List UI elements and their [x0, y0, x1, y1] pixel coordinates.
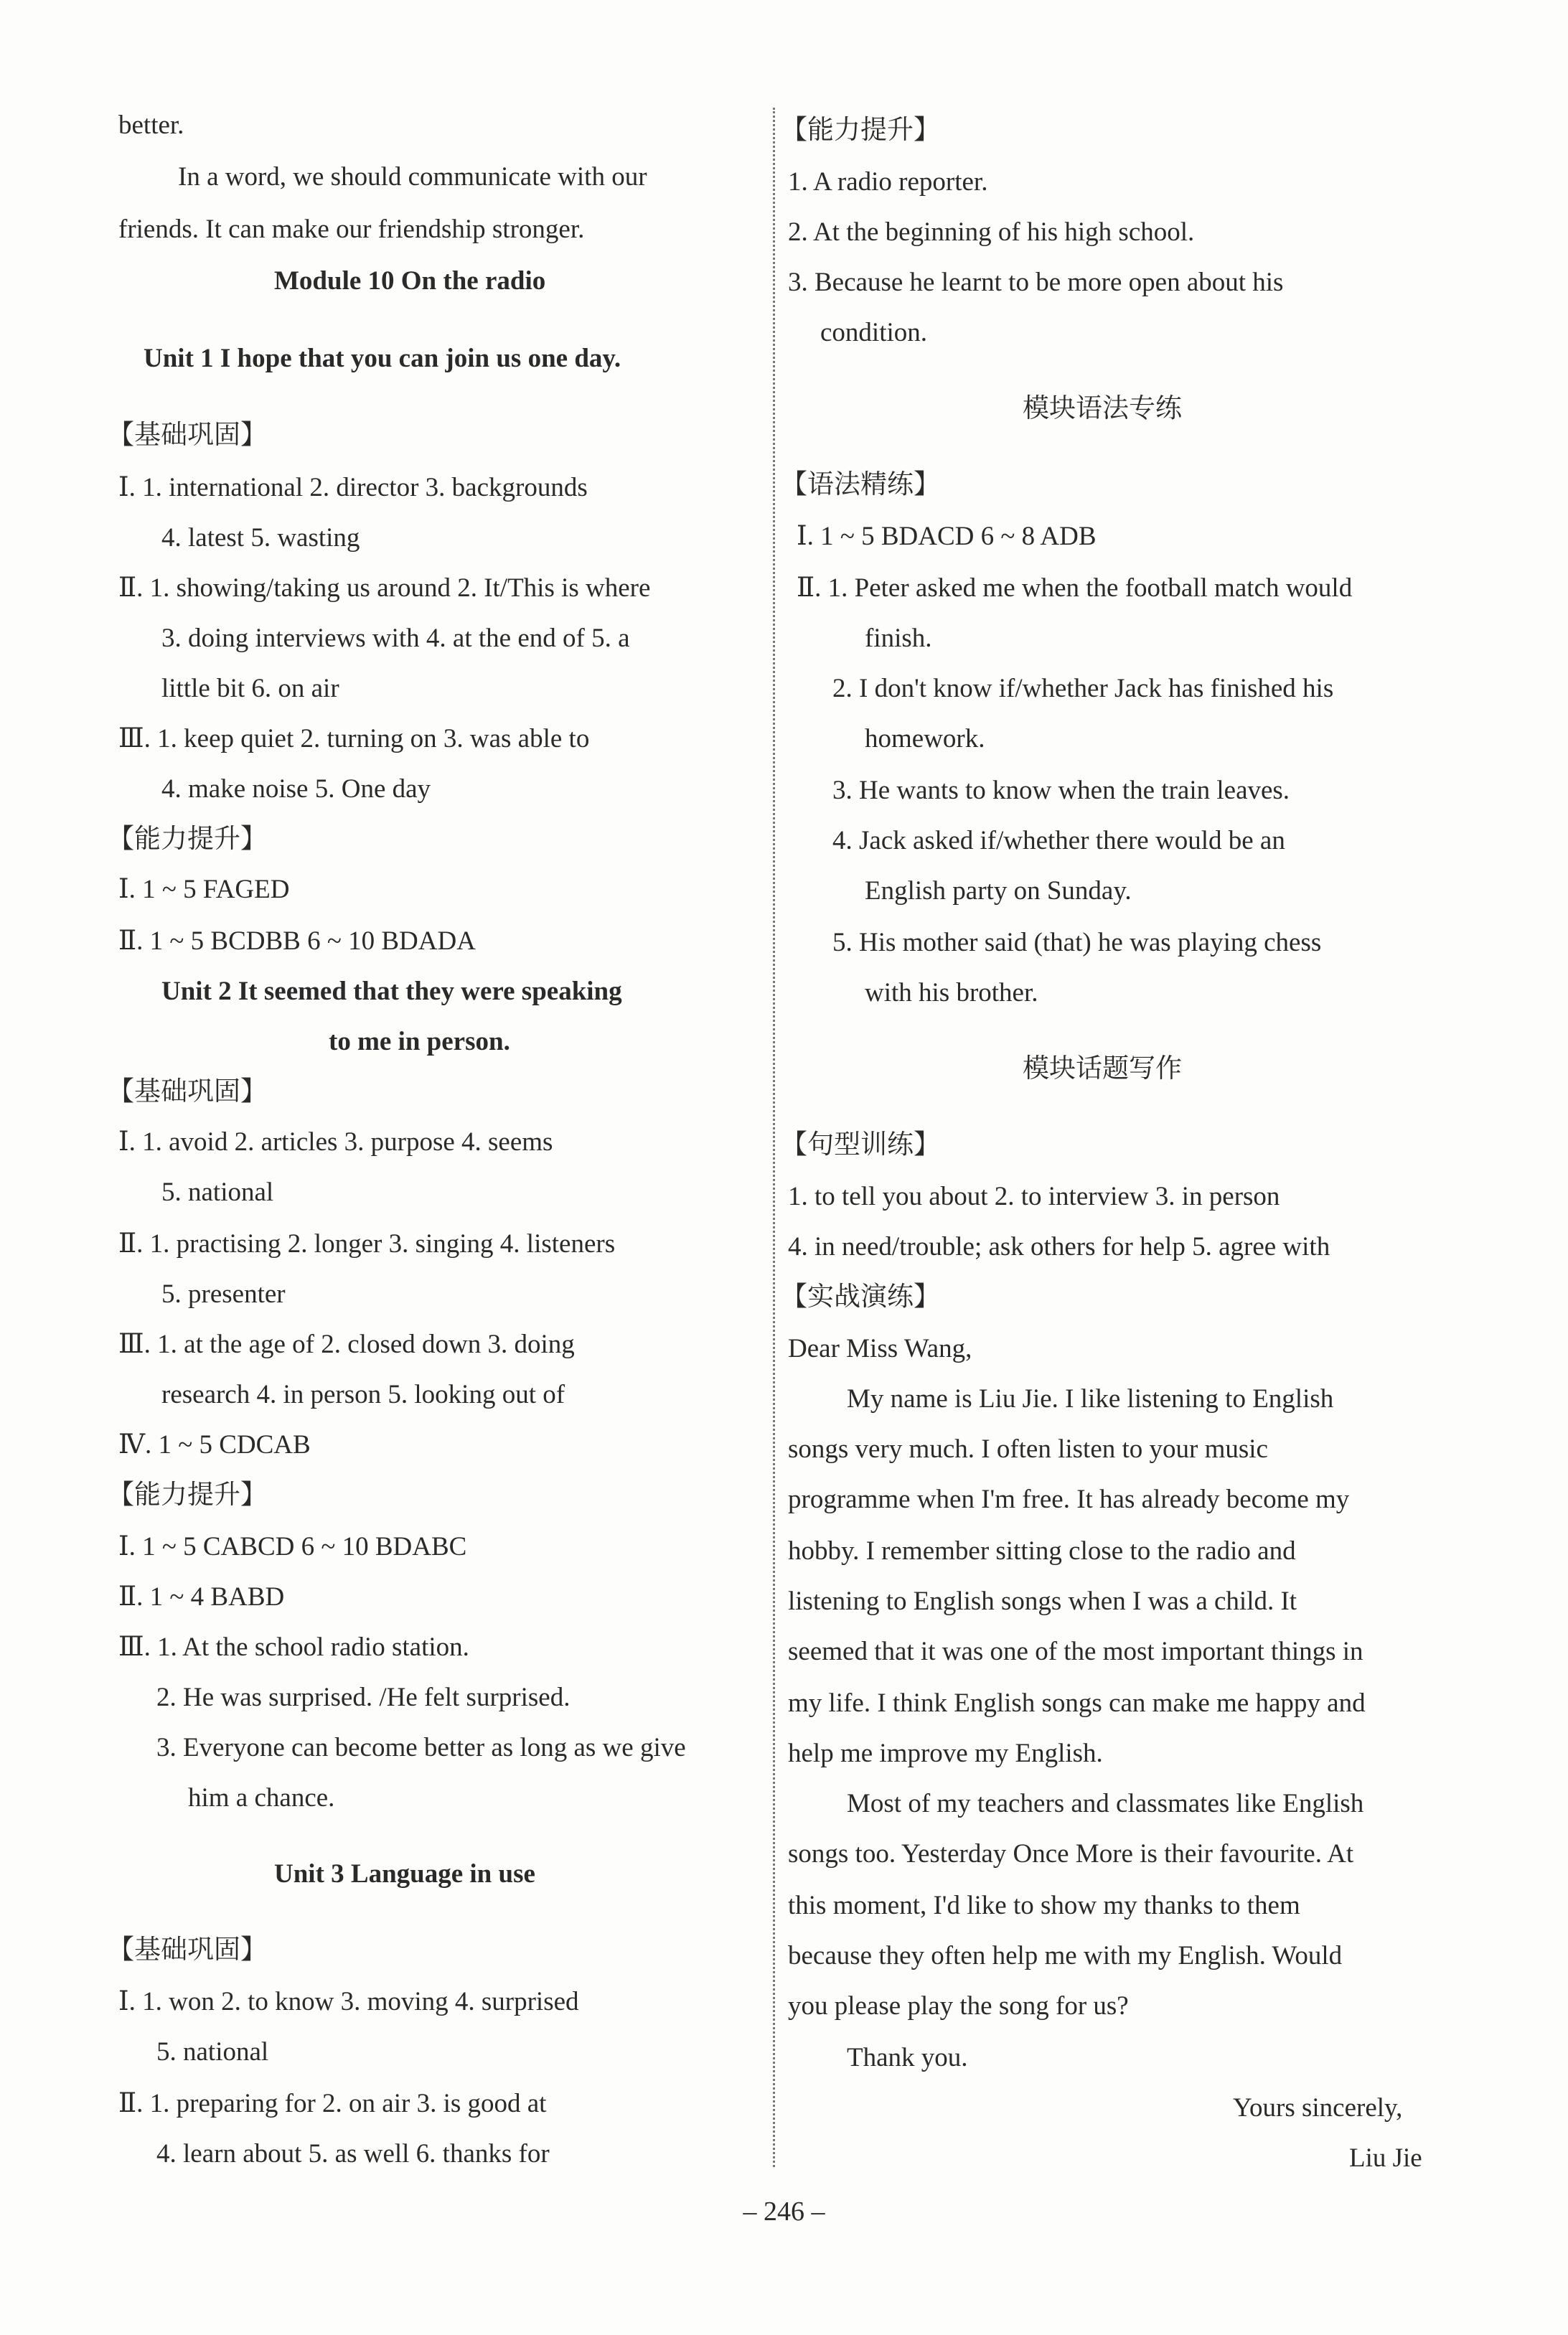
left-line: research 4. in person 5. looking out of	[161, 1380, 565, 1409]
left-line: 5. presenter	[161, 1279, 286, 1309]
left-line: Ⅰ. 1. won 2. to know 3. moving 4. surprised	[118, 1987, 579, 2016]
left-line: 2. He was surprised. /He felt surprised.	[156, 1683, 571, 1712]
right-line: help me improve my English.	[788, 1739, 1103, 1768]
left-line: 【能力提升】	[108, 1480, 267, 1510]
right-line: 模块语法专练	[1023, 394, 1182, 423]
left-line: 3. doing interviews with 4. at the end of 5. a	[161, 624, 630, 653]
right-line: 1. to tell you about 2. to interview 3. in person	[788, 1182, 1280, 1211]
right-line: with his brother.	[865, 978, 1038, 1007]
right-line: Yours sincerely,	[1233, 2093, 1403, 2123]
right-line: Most of my teachers and classmates like English	[847, 1789, 1364, 1818]
left-line: Ⅱ. 1. showing/taking us around 2. It/This is where	[118, 573, 651, 603]
right-line: 3. Because he learnt to be more open about his	[788, 268, 1284, 297]
right-line: Thank you.	[847, 2043, 968, 2072]
left-line: Ⅲ. 1. At the school radio station.	[118, 1632, 469, 1662]
right-line: 3. He wants to know when the train leaves.	[832, 776, 1290, 805]
left-line: 4. make noise 5. One day	[161, 774, 431, 804]
right-line: finish.	[865, 624, 932, 653]
left-line: Module 10 On the radio	[274, 266, 546, 296]
left-line: 4. learn about 5. as well 6. thanks for	[156, 2139, 550, 2169]
left-line: Ⅱ. 1. practising 2. longer 3. singing 4. listeners	[118, 1229, 616, 1259]
left-line: Ⅱ. 1 ~ 4 BABD	[118, 1582, 285, 1612]
left-line: Ⅲ. 1. at the age of 2. closed down 3. doing	[118, 1330, 575, 1359]
right-line: 2. At the beginning of his high school.	[788, 217, 1195, 247]
left-line: Ⅰ. 1. avoid 2. articles 3. purpose 4. seems	[118, 1127, 553, 1157]
left-line: 【基础巩固】	[108, 1077, 267, 1107]
right-line: Ⅱ. 1. Peter asked me when the football match would	[797, 573, 1353, 603]
left-line: 4. latest 5. wasting	[161, 523, 360, 553]
right-line: 【能力提升】	[781, 116, 940, 145]
left-line: him a chance.	[188, 1783, 335, 1813]
left-line: 5. national	[156, 2037, 269, 2067]
right-line: hobby. I remember sitting close to the radio and	[788, 1536, 1296, 1566]
left-line: to me in person.	[329, 1027, 510, 1056]
right-line: songs too. Yesterday Once More is their favourite. At	[788, 1839, 1354, 1869]
right-line: English party on Sunday.	[865, 876, 1132, 906]
right-line: 1. A radio reporter.	[788, 167, 988, 197]
right-line: programme when I'm free. It has already become my	[788, 1485, 1350, 1514]
left-line: Unit 2 It seemed that they were speaking	[161, 977, 622, 1006]
right-line: condition.	[820, 318, 928, 347]
left-line: friends. It can make our friendship stronger.	[118, 215, 585, 244]
right-line: 模块话题写作	[1023, 1054, 1182, 1084]
right-line: 4. Jack asked if/whether there would be an	[832, 826, 1285, 855]
left-line: Ⅱ. 1 ~ 5 BCDBB 6 ~ 10 BDADA	[118, 926, 476, 956]
left-line: Ⅰ. 1 ~ 5 CABCD 6 ~ 10 BDABC	[118, 1532, 467, 1561]
left-line: little bit 6. on air	[161, 674, 339, 703]
right-line: my life. I think English songs can make me happy and	[788, 1688, 1366, 1718]
right-line: My name is Liu Jie. I like listening to English	[847, 1384, 1334, 1414]
left-line: 5. national	[161, 1178, 274, 1207]
left-line: Ⅰ. 1 ~ 5 FAGED	[118, 875, 290, 904]
left-line: 【能力提升】	[108, 824, 267, 854]
right-line: Liu Jie	[1349, 2143, 1422, 2173]
right-line: Dear Miss Wang,	[788, 1334, 972, 1363]
right-line: this moment, I'd like to show my thanks to them	[788, 1891, 1300, 1920]
left-line: 【基础巩固】	[108, 421, 267, 450]
right-line: Ⅰ. 1 ~ 5 BDACD 6 ~ 8 ADB	[797, 522, 1097, 551]
left-line: Ⅳ. 1 ~ 5 CDCAB	[118, 1430, 311, 1460]
left-line: 【基础巩固】	[108, 1935, 267, 1965]
page-number: – 246 –	[743, 2197, 825, 2227]
left-line: Unit 3 Language in use	[274, 1859, 535, 1889]
left-line: Unit 1 I hope that you can join us one day.	[144, 344, 621, 373]
left-line: 3. Everyone can become better as long as we give	[156, 1733, 686, 1762]
right-line: songs very much. I often listen to your music	[788, 1434, 1268, 1464]
left-line: Ⅰ. 1. international 2. director 3. backgrounds	[118, 473, 588, 502]
right-line: 【实战演练】	[781, 1282, 940, 1312]
left-line: better.	[118, 111, 184, 140]
left-line: Ⅱ. 1. preparing for 2. on air 3. is good at	[118, 2089, 547, 2118]
right-line: homework.	[865, 724, 985, 753]
right-line: 5. His mother said (that) he was playing chess	[832, 928, 1322, 957]
right-line: listening to English songs when I was a child. It	[788, 1587, 1297, 1616]
right-line: you please play the song for us?	[788, 1991, 1129, 2021]
right-line: 4. in need/trouble; ask others for help 5. agree with	[788, 1232, 1330, 1262]
right-line: 【句型训练】	[781, 1130, 940, 1160]
left-line: In a word, we should communicate with our	[178, 162, 647, 192]
column-divider	[773, 108, 775, 2167]
right-line: because they often help me with my English. Would	[788, 1941, 1343, 1970]
right-line: seemed that it was one of the most important things in	[788, 1637, 1363, 1666]
left-line: Ⅲ. 1. keep quiet 2. turning on 3. was able to	[118, 724, 590, 753]
right-line: 2. I don't know if/whether Jack has finished his	[832, 674, 1334, 703]
right-line: 【语法精练】	[781, 470, 940, 499]
